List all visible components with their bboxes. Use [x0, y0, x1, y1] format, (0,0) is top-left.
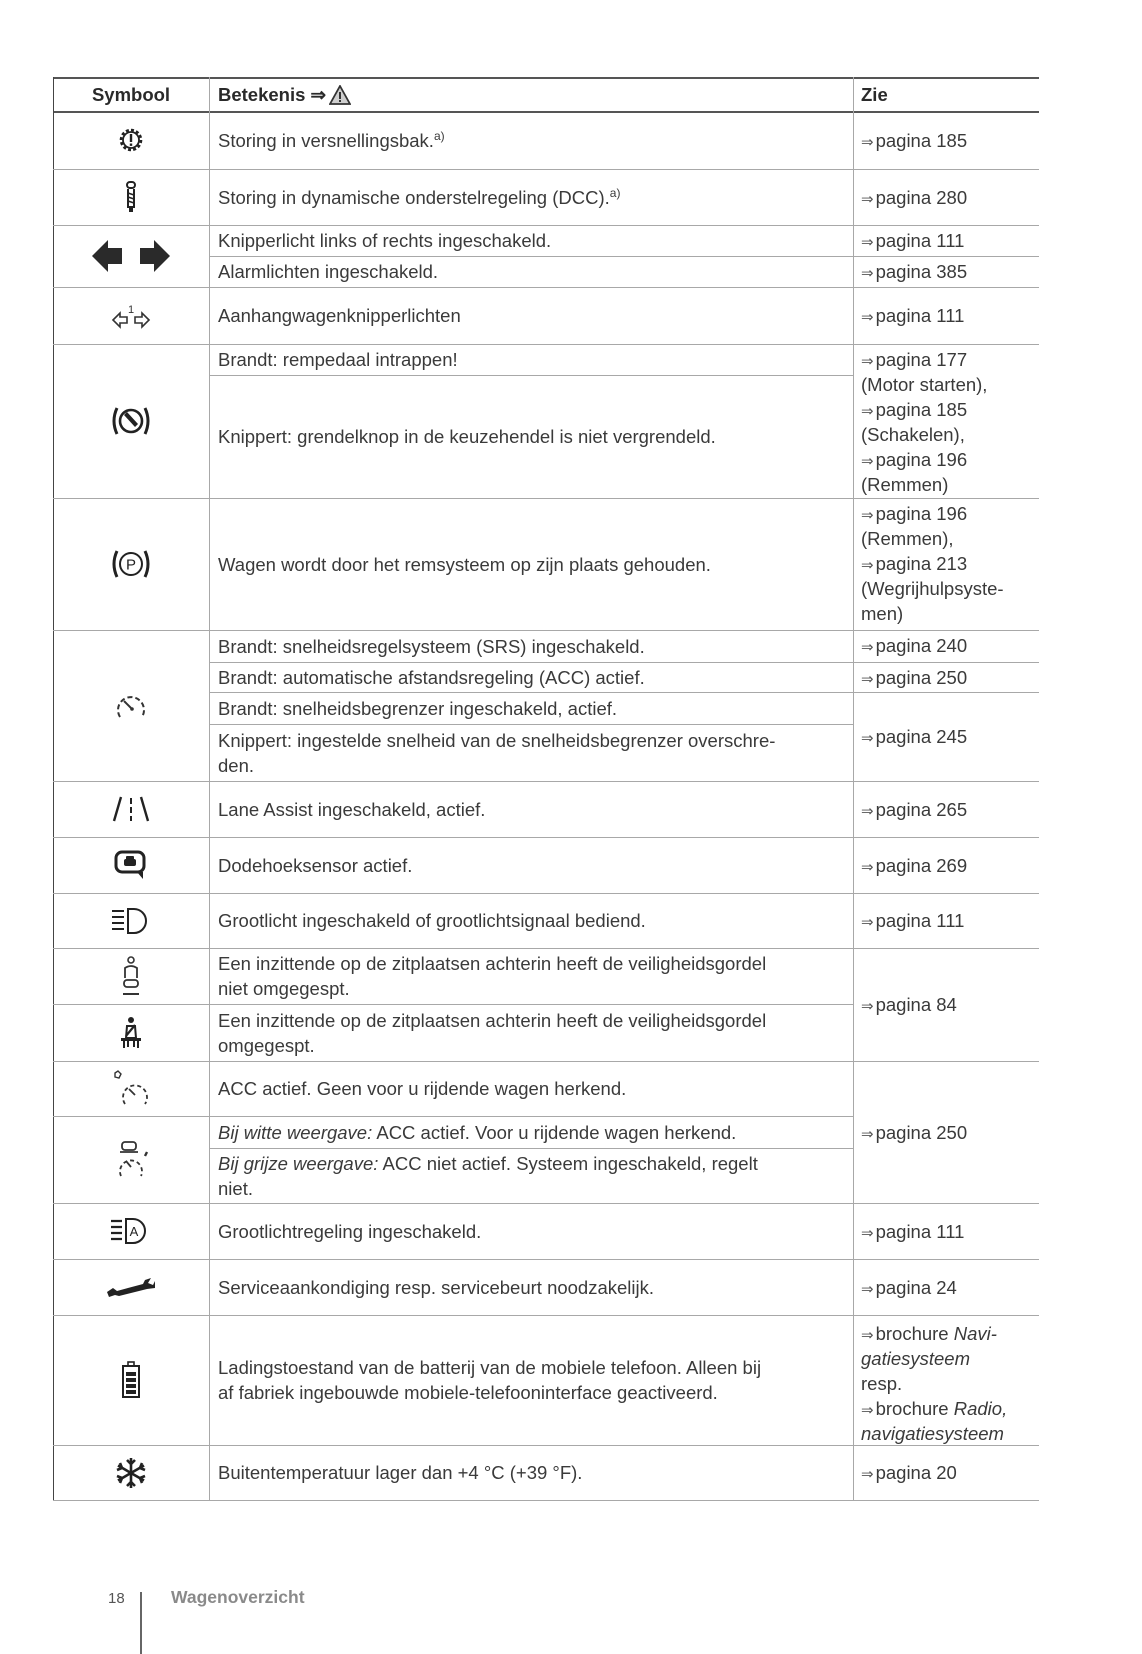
arrow-icon: ⇒ [861, 309, 874, 326]
meaning-text [218, 696, 838, 721]
table-rule [209, 77, 210, 1500]
page-reference-link[interactable] [861, 1321, 997, 1348]
page-reference-link[interactable] [861, 665, 967, 692]
meaning-line: Ladingstoestand van de batterij van de mobiele telefoon. Alleen bij [218, 1357, 762, 1378]
reference-text: pagina 196 [875, 503, 968, 524]
table-rule [53, 1500, 1039, 1501]
meaning-text [218, 1460, 838, 1485]
reference-text: Radio, [953, 1398, 1008, 1419]
brake-pedal-icon [53, 344, 209, 498]
arrow-icon: ⇒ [861, 557, 874, 574]
page-reference-link[interactable] [861, 347, 967, 374]
page-reference-note [861, 1421, 1004, 1446]
reference-text: men) [861, 603, 904, 624]
lane-assist-icon [53, 781, 209, 837]
meaning-text [218, 908, 838, 933]
footnote-marker: a) [609, 185, 621, 200]
meaning-line: ACC actief. Voor u rijdende wagen herkend. [372, 1121, 737, 1143]
meaning-text [218, 303, 838, 328]
page-reference-link[interactable] [861, 1460, 957, 1487]
meaning-text [218, 185, 838, 210]
page-reference-link[interactable] [861, 1219, 964, 1246]
speedometer-icon [53, 630, 209, 781]
reference-text: pagina 84 [875, 994, 957, 1015]
arrow-icon: ⇒ [861, 1224, 874, 1242]
meaning-text [218, 1275, 838, 1300]
reference-text: (Motor starten), [861, 374, 988, 395]
table-rule [853, 77, 854, 1500]
column-header-meaning-label: Betekenis ⇒ [218, 84, 327, 105]
reference-text: pagina 385 [875, 261, 968, 282]
table-rule [209, 256, 1039, 257]
meaning-line: Storing in dynamische onderstelregeling (DCC). [218, 186, 610, 208]
table-rule [209, 375, 853, 376]
reference-text: pagina 185 [875, 399, 968, 420]
meaning-text [218, 1355, 838, 1405]
meaning-text [218, 128, 838, 153]
page-reference-link[interactable] [861, 259, 967, 286]
page-reference-link[interactable] [861, 447, 967, 474]
meaning-text [218, 1219, 838, 1244]
page-reference-link[interactable] [861, 1275, 957, 1302]
meaning-text [218, 665, 838, 690]
meaning-text [218, 797, 838, 822]
meaning-line: Brandt: snelheidsbegrenzer ingeschakeld, actief. [218, 697, 618, 719]
meaning-text [218, 728, 838, 778]
column-header-meaning [218, 82, 351, 107]
arrow-icon: ⇒ [861, 1280, 874, 1298]
reference-text: pagina 250 [875, 1121, 968, 1143]
meaning-prefix: Bij grijze weergave: [218, 1152, 379, 1174]
meaning-line: niet. [218, 1177, 253, 1199]
page-reference-note [861, 472, 948, 497]
high-beam-icon [53, 893, 209, 948]
meaning-line: ACC actief. Geen voor u rijdende wagen herkend. [218, 1078, 627, 1099]
meaning-line: Grootlichtregeling ingeschakeld. [218, 1220, 482, 1242]
svg-text:A: A [129, 1224, 139, 1239]
column-header-symbol: Symbool [91, 84, 171, 105]
meaning-line: Grootlicht ingeschakeld of grootlichtsignaal bediend. [218, 910, 646, 931]
turn-signal-arrows-icon [53, 225, 209, 287]
arrow-icon: ⇒ [861, 133, 874, 151]
reference-text: pagina 111 [875, 910, 965, 931]
page-reference-link[interactable] [861, 551, 967, 578]
reference-text: (Wegrijhulpsyste- [861, 578, 1004, 599]
rear-seat-unbuckled-icon [53, 948, 209, 1004]
reference-text: brochure [875, 1323, 954, 1344]
meaning-text [218, 951, 838, 1001]
acc-no-vehicle-icon [53, 1061, 209, 1116]
arrow-icon: ⇒ [861, 1125, 874, 1143]
meaning-prefix: Bij witte weergave: [218, 1121, 373, 1143]
svg-text:P: P [125, 556, 137, 574]
meaning-text [218, 853, 838, 878]
meaning-line: Brandt: snelheidsregelsysteem (SRS) ingeschakeld. [218, 635, 645, 657]
meaning-line: niet omgegespt. [218, 978, 350, 999]
snowflake-icon [53, 1445, 209, 1500]
meaning-text [218, 1120, 838, 1145]
page-reference-link[interactable] [861, 1120, 967, 1147]
reference-text: (Remmen) [861, 474, 949, 495]
arrow-icon: ⇒ [861, 190, 874, 208]
meaning-line: den. [218, 754, 255, 776]
reference-text: gatiesysteem [861, 1348, 970, 1369]
meaning-line: Alarmlichten ingeschakeld. [218, 261, 439, 282]
table-rule [209, 692, 1039, 693]
meaning-line: omgegespt. [218, 1034, 315, 1056]
reference-text: pagina 185 [875, 129, 968, 151]
meaning-line: Een inzittende op de zitplaatsen achterin heeft de veiligheidsgordel [218, 953, 767, 974]
meaning-text [218, 1008, 838, 1058]
meaning-text [218, 347, 838, 372]
arrow-icon: ⇒ [861, 403, 874, 420]
page-reference-link[interactable] [861, 501, 967, 528]
table-rule [209, 662, 1039, 663]
arrow-icon: ⇒ [861, 353, 874, 370]
parking-brake-icon [53, 498, 209, 630]
reference-text: pagina 240 [875, 635, 968, 656]
meaning-line: Knippert: ingestelde snelheid van de snelheidsbegrenzer overschre- [218, 729, 776, 751]
meaning-text [218, 424, 838, 449]
page-number: 18 [108, 1590, 125, 1607]
meaning-text [218, 228, 838, 253]
reference-text: pagina 250 [875, 667, 968, 688]
wrench-icon [53, 1259, 209, 1315]
page-reference-note [861, 1371, 902, 1396]
meaning-line: Knippert: grendelknop in de keuzehendel is niet vergrendeld. [218, 426, 716, 447]
reference-text: pagina 24 [875, 1276, 957, 1298]
page-reference-link[interactable] [861, 908, 964, 935]
footnote-marker: a) [433, 128, 445, 143]
meaning-line: Brandt: automatische afstandsregeling (ACC) actief. [218, 666, 645, 688]
meaning-text [218, 552, 838, 577]
page-reference-note [861, 601, 903, 626]
page-reference-link[interactable] [861, 633, 967, 660]
reference-text: (Schakelen), [861, 424, 965, 445]
page-reference-note [861, 576, 1004, 601]
arrow-icon: ⇒ [861, 639, 874, 656]
blind-spot-icon [53, 837, 209, 893]
arrow-icon: ⇒ [861, 234, 874, 251]
reference-text: pagina 280 [875, 186, 968, 208]
reference-text: pagina 111 [875, 230, 965, 251]
page-reference-link[interactable] [861, 185, 967, 212]
page-reference-link[interactable] [861, 303, 964, 330]
rear-seat-buckled-icon [53, 1004, 209, 1061]
arrow-icon: ⇒ [861, 858, 874, 876]
arrow-icon: ⇒ [861, 730, 874, 747]
page-reference-note [861, 1346, 970, 1371]
reference-text: pagina 269 [875, 854, 968, 876]
table-rule [209, 1148, 853, 1149]
section-title: Wagenoverzicht [171, 1587, 305, 1607]
page-reference-link[interactable] [861, 724, 967, 751]
page-reference-link[interactable] [861, 228, 964, 255]
page-reference-link[interactable] [861, 1396, 1007, 1423]
meaning-line: Serviceaankondiging resp. servicebeurt noodzakelijk. [218, 1276, 655, 1298]
column-header-see: Zie [861, 84, 888, 105]
reference-text: pagina 265 [875, 798, 968, 820]
table-rule [53, 77, 1039, 79]
arrow-icon: ⇒ [861, 507, 874, 524]
meaning-line: Storing in versnellingsbak. [218, 129, 434, 151]
reference-text: brochure [875, 1398, 954, 1419]
reference-text: navigatiesysteem [861, 1423, 1004, 1444]
arrow-icon: ⇒ [861, 1466, 874, 1483]
reference-text: pagina 196 [875, 449, 968, 470]
page-reference-link[interactable] [861, 992, 957, 1019]
gearbox-fault-icon [53, 111, 209, 169]
meaning-line: Knipperlicht links of rechts ingeschakeld. [218, 230, 552, 251]
acc-vehicle-detected-icon [53, 1116, 209, 1203]
high-beam-assist-icon [53, 1203, 209, 1259]
page-reference-note [861, 372, 987, 397]
meaning-text [218, 259, 838, 284]
meaning-line: Dodehoeksensor actief. [218, 854, 413, 876]
reference-text: pagina 111 [875, 1220, 965, 1242]
phone-battery-icon [53, 1315, 209, 1445]
meaning-text [218, 1151, 838, 1201]
meaning-line: af fabriek ingebouwde mobiele-telefooninterface geactiveerd. [218, 1382, 718, 1403]
arrow-icon: ⇒ [861, 1327, 874, 1344]
reference-text: pagina 111 [875, 305, 965, 326]
meaning-line: Lane Assist ingeschakeld, actief. [218, 798, 486, 820]
meaning-line: Buitentemperatuur lager dan +4 °C (+39 °F). [218, 1462, 583, 1483]
page-reference-link[interactable] [861, 128, 967, 155]
warning-lights-table [53, 77, 1039, 1500]
reference-text: pagina 245 [875, 726, 968, 747]
meaning-line: ACC niet actief. Systeem ingeschakeld, regelt [378, 1152, 758, 1174]
arrow-icon: ⇒ [861, 1402, 874, 1419]
warning-triangle-icon [329, 85, 351, 105]
arrow-icon: ⇒ [861, 998, 874, 1015]
page-reference-link[interactable] [861, 853, 967, 880]
page-reference-note [861, 422, 965, 447]
reference-text: pagina 213 [875, 553, 968, 574]
reference-text: pagina 177 [875, 349, 968, 370]
reference-text: pagina 20 [875, 1462, 957, 1483]
meaning-line: Brandt: rempedaal intrappen! [218, 349, 458, 370]
arrow-icon: ⇒ [861, 914, 874, 931]
arrow-icon: ⇒ [861, 265, 874, 282]
page-reference-note [861, 526, 954, 551]
page-reference-link[interactable] [861, 397, 967, 424]
page-reference-link[interactable] [861, 797, 967, 824]
arrow-icon: ⇒ [861, 802, 874, 820]
meaning-line: Aanhangwagenknipperlichten [218, 305, 461, 326]
reference-text: resp. [861, 1373, 903, 1394]
trailer-turn-signal-icon [53, 287, 209, 344]
arrow-icon: ⇒ [861, 453, 874, 470]
arrow-icon: ⇒ [861, 671, 874, 688]
svg-text:1: 1 [128, 303, 135, 316]
meaning-text [218, 1076, 838, 1101]
meaning-line: Wagen wordt door het remsysteem op zijn plaats gehouden. [218, 553, 711, 575]
table-rule [209, 724, 853, 725]
reference-text: (Remmen), [861, 528, 954, 549]
meaning-text [218, 634, 838, 659]
meaning-line: Een inzittende op de zitplaatsen achterin heeft de veiligheidsgordel [218, 1009, 767, 1031]
dcc-suspension-icon [53, 169, 209, 225]
footer-divider [140, 1592, 142, 1654]
reference-text: Navi- [953, 1323, 997, 1344]
